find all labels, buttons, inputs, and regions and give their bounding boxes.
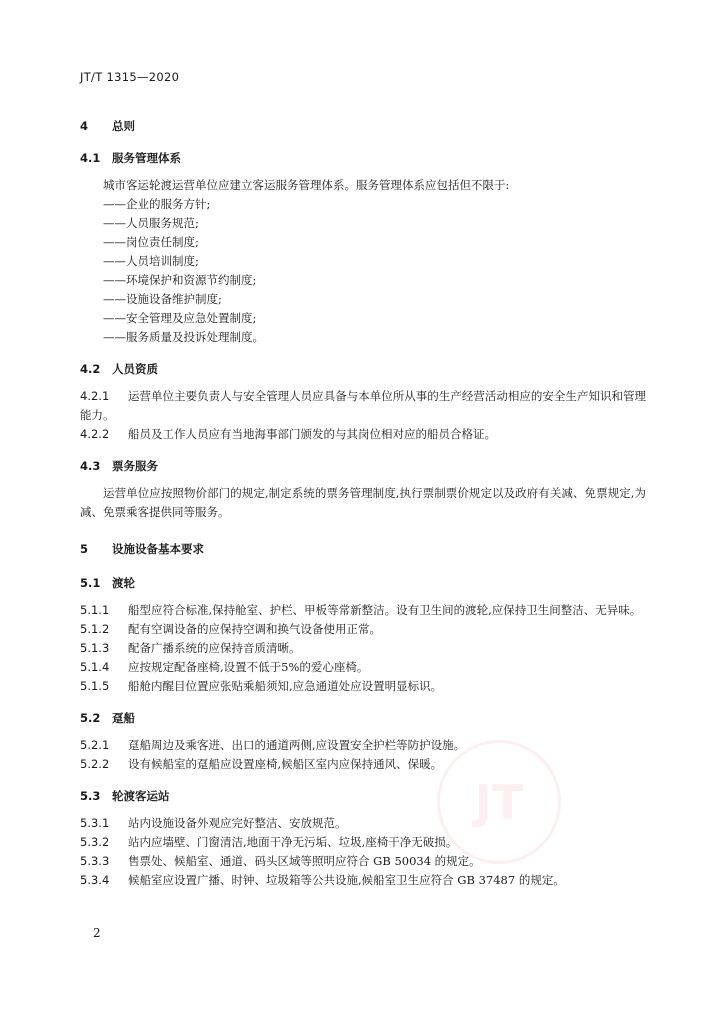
- section-4-3-text: 运营单位应按照物价部门的规定,制定系统的票务管理制度,执行票制票价规定以及政府有关减、免票规定,为减、免票乘客提供同等服务。: [80, 486, 646, 519]
- list-item: ——设施设备维护制度;: [103, 292, 222, 306]
- clause-5-1-5: [80, 677, 646, 696]
- list-item: ——人员培训制度;: [103, 254, 199, 268]
- clause-number: 5.3.1: [80, 816, 110, 830]
- clause-text: 趸船周边及乘客进、出口的通道两侧,应设置安全护栏等防护设施。: [128, 738, 466, 752]
- clause-5-1-1: [80, 601, 646, 620]
- section-4-3-heading: [80, 458, 646, 474]
- subsection-number: 5.2: [80, 711, 101, 725]
- list-item: ——企业的服务方针;: [103, 197, 211, 211]
- clause-text: 船型应符合标准,保持舱室、护栏、甲板等常新整洁。设有卫生间的渡轮,应保持卫生间整洁、无异味。: [128, 603, 642, 617]
- clause-number: 5.3.2: [80, 835, 110, 849]
- clause-5-2-2: [80, 755, 646, 774]
- subsection-title: 趸船: [112, 711, 135, 725]
- list-item: ——岗位责任制度;: [103, 235, 199, 249]
- clause-text: 配备广播系统的应保持音质清晰。: [128, 641, 301, 655]
- jt-watermark-logo: JT: [437, 740, 561, 864]
- clause-number: 5.1.3: [80, 641, 110, 655]
- clause-text: 站内设施设备外观应完好整洁、安放规范。: [128, 816, 347, 830]
- section-4-1-heading: [80, 150, 646, 166]
- subsection-number: 5.1: [80, 576, 101, 590]
- clause-number: 5.3.4: [80, 873, 110, 887]
- section-title: 总则: [112, 119, 135, 133]
- subsection-title: 轮渡客运站: [112, 789, 170, 803]
- section-5-2-heading: [80, 710, 646, 726]
- clause-5-3-3: [80, 852, 646, 871]
- clause-5-3-4: [80, 871, 646, 890]
- clause-4-2-2: [80, 425, 646, 444]
- subsection-number: 4.1: [80, 151, 101, 165]
- clause-text: 站内应墙壁、门窗清洁,地面干净无污垢、垃圾,座椅干净无破损。: [128, 835, 458, 849]
- subsection-number: 4.2: [80, 362, 101, 376]
- clause-text: 应按规定配备座椅,设置不低于5%的爱心座椅。: [128, 660, 369, 674]
- page-content: [80, 118, 646, 890]
- section-4-1-intro: 城市客运轮渡运营单位应建立客运服务管理体系。服务管理体系应包括但不限于:: [103, 178, 510, 192]
- clause-text: 候船室应设置广播、时钟、垃圾箱等公共设施,候船室卫生应符合 GB 37487 的规定。: [128, 873, 565, 887]
- section-5-heading: [80, 541, 646, 557]
- section-number: 4: [80, 119, 89, 133]
- subsection-number: 4.3: [80, 459, 101, 473]
- clause-number: 4.2.1: [80, 389, 110, 403]
- clause-number: 5.2.1: [80, 738, 110, 752]
- clause-text: 售票处、候船室、通道、码头区域等照明应符合 GB 50034 的规定。: [128, 854, 481, 868]
- subsection-number: 5.3: [80, 789, 101, 803]
- section-4-heading: [80, 118, 646, 134]
- clause-5-1-2: [80, 620, 646, 639]
- section-number: 5: [80, 542, 89, 556]
- clause-number: 5.1.5: [80, 679, 110, 693]
- section-5-1-heading: [80, 575, 646, 591]
- clause-5-1-3: [80, 639, 646, 658]
- section-title: 设施设备基本要求: [112, 542, 204, 556]
- clause-text: 配有空调设备的应保持空调和换气设备使用正常。: [128, 622, 381, 636]
- clause-5-1-4: [80, 658, 646, 677]
- clause-text: 运营单位主要负责人与安全管理人员应具备与本单位所从事的生产经营活动相应的安全生产知识和管理能力。: [80, 389, 646, 422]
- clause-number: 5.1.1: [80, 603, 110, 617]
- list-item: ——安全管理及应急处置制度;: [103, 311, 257, 325]
- list-item: ——人员服务规范;: [103, 216, 199, 230]
- clause-text: 船舱内醒目位置应张贴乘船须知,应急通道处应设置明显标识。: [128, 679, 443, 693]
- clause-5-3-2: [80, 833, 646, 852]
- management-system-list: [80, 195, 646, 347]
- clause-4-2-1: [80, 387, 646, 425]
- subsection-title: 渡轮: [112, 576, 135, 590]
- subsection-title: 人员资质: [112, 362, 158, 376]
- clause-5-3-1: [80, 814, 646, 833]
- clause-text: 船员及工作人员应有当地海事部门颁发的与其岗位相对应的船员合格证。: [128, 427, 496, 441]
- clause-number: 5.3.3: [80, 854, 110, 868]
- clause-number: 4.2.2: [80, 427, 110, 441]
- page-number: 2: [93, 926, 101, 940]
- section-4-2-heading: [80, 361, 646, 377]
- clause-number: 5.1.2: [80, 622, 110, 636]
- list-item: ——服务质量及投诉处理制度。: [103, 330, 264, 344]
- subsection-title: 票务服务: [112, 459, 158, 473]
- clause-number: 5.1.4: [80, 660, 110, 674]
- clause-text: 设有候船室的趸船应设置座椅,候船区室内应保持通风、保暖。: [128, 757, 443, 771]
- clause-number: 5.2.2: [80, 757, 110, 771]
- list-item: ——环境保护和资源节约制度;: [103, 273, 257, 287]
- clause-5-2-1: [80, 736, 646, 755]
- section-5-3-heading: [80, 788, 646, 804]
- subsection-title: 服务管理体系: [112, 151, 181, 165]
- standard-code-header: JT/T 1315—2020: [80, 70, 180, 84]
